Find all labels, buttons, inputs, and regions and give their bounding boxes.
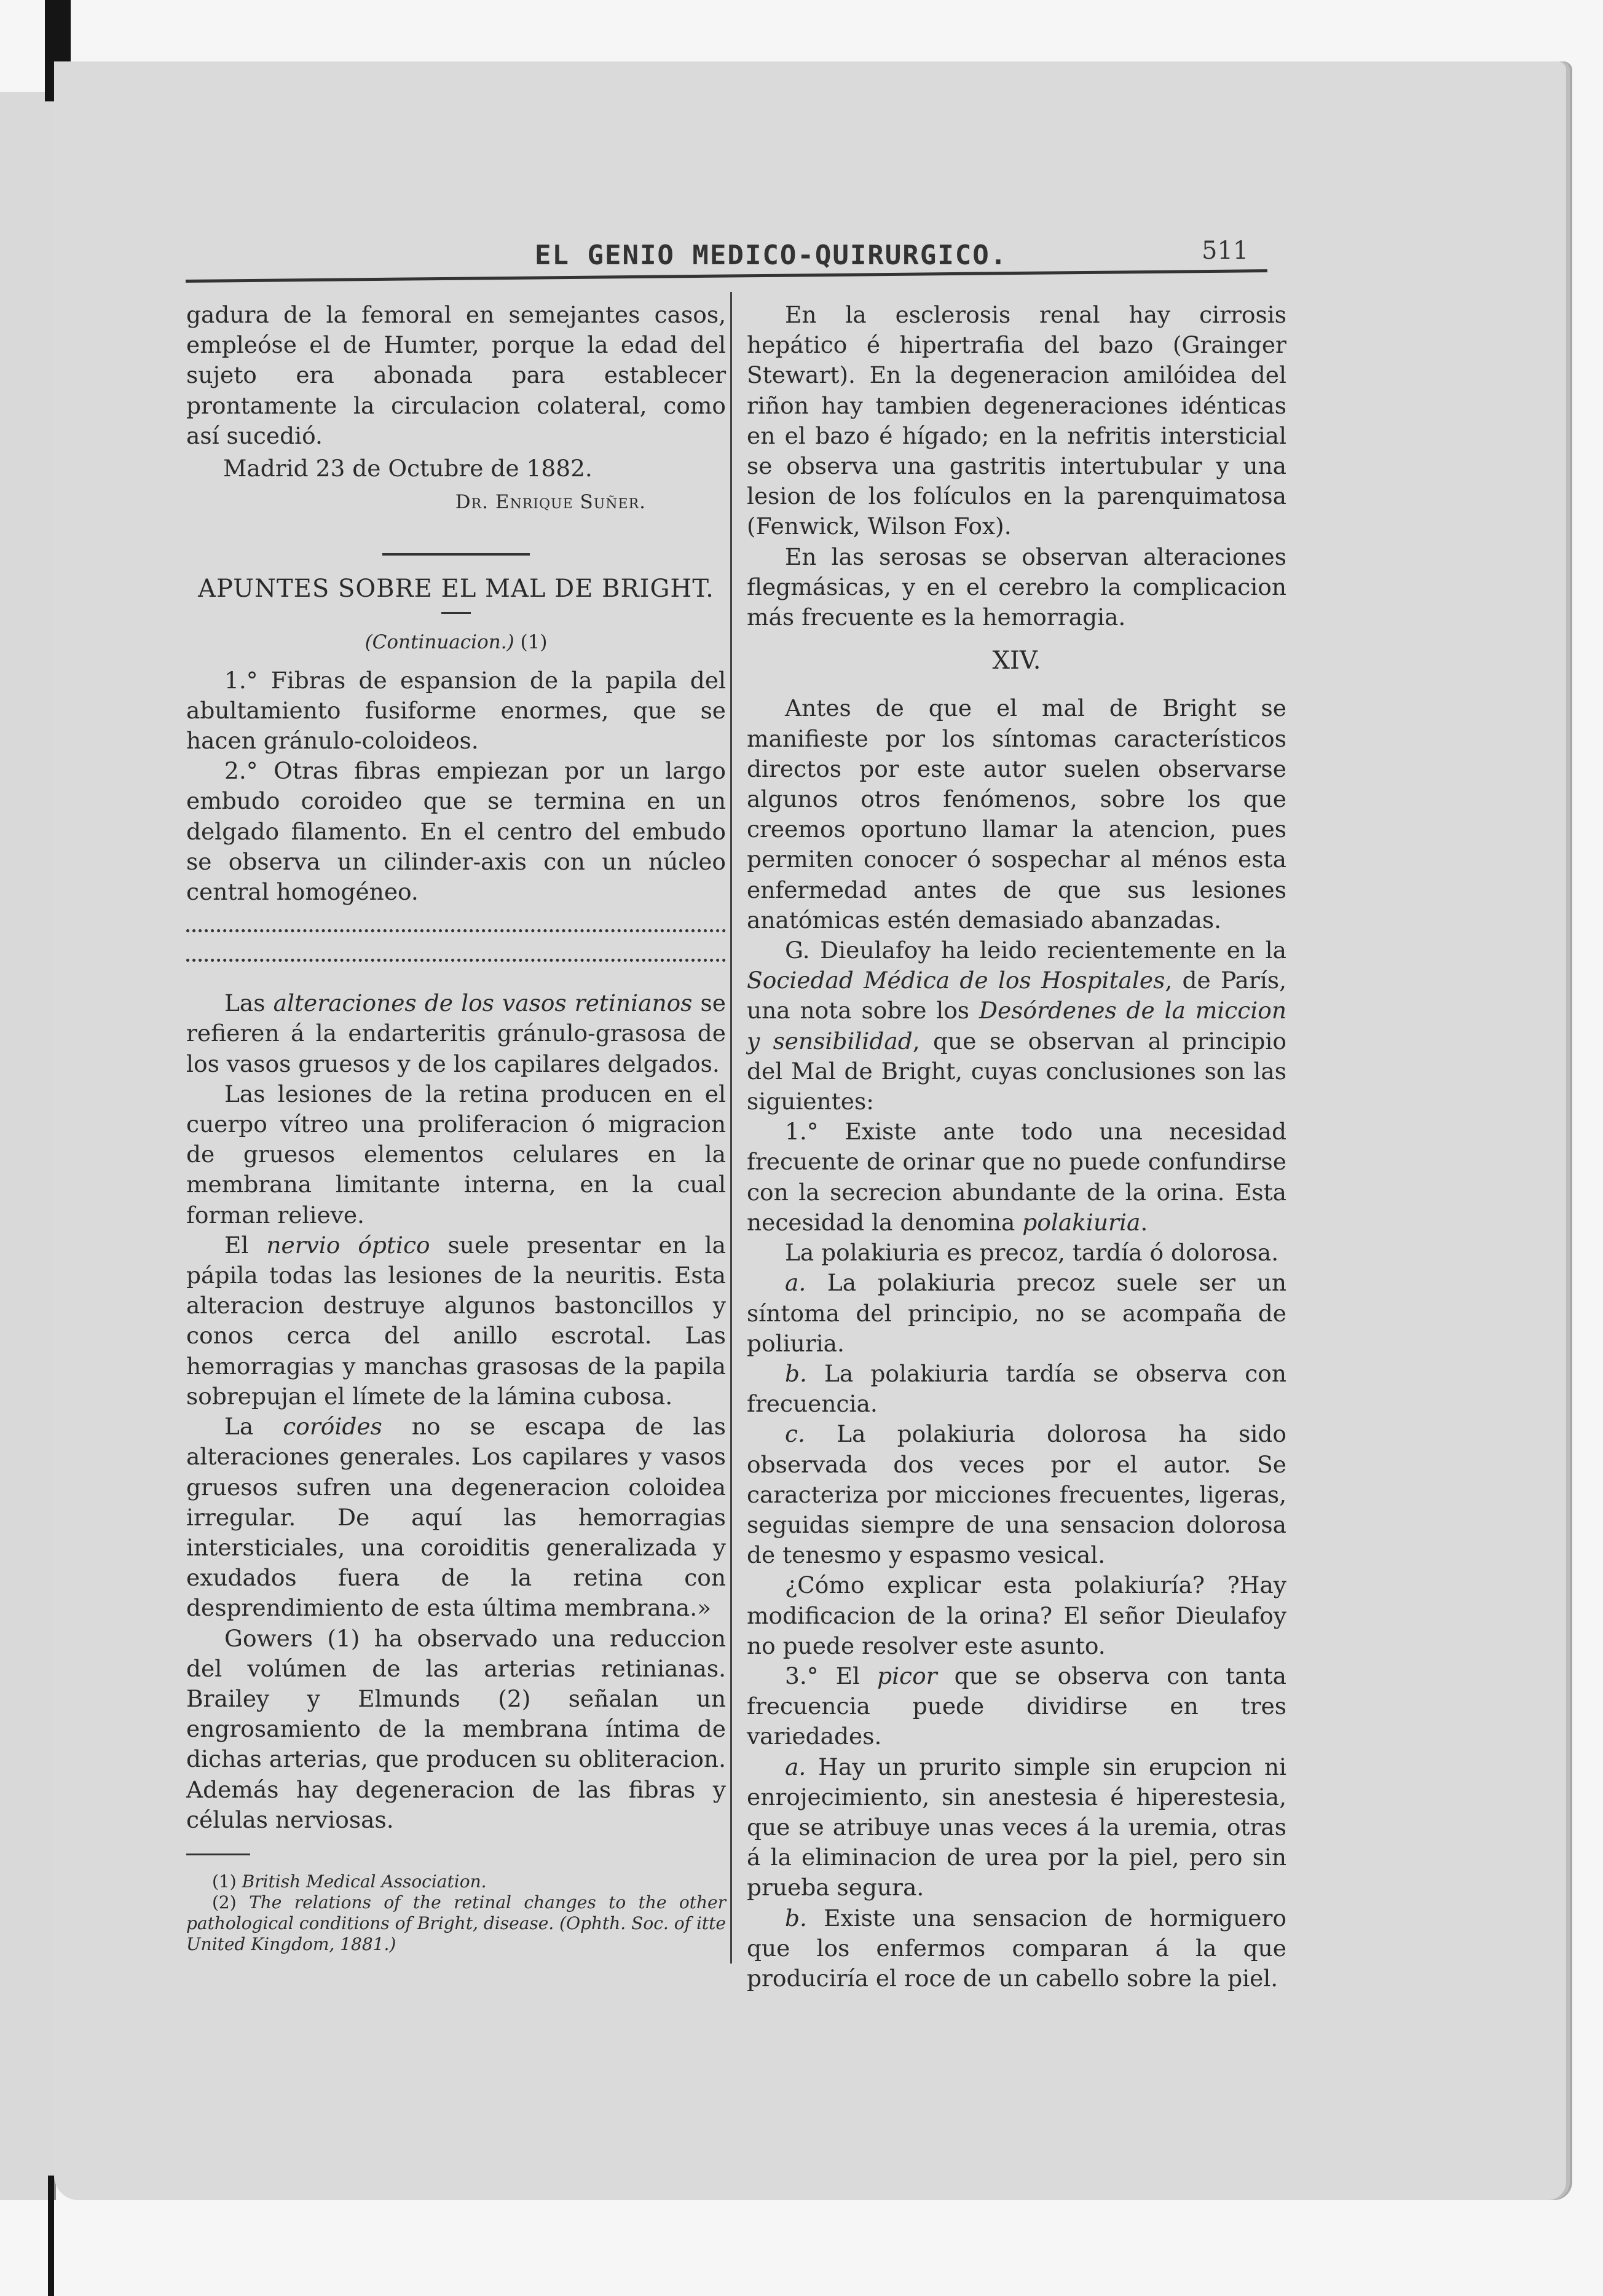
text-run: que se observa con tanta frecuencia puede dividirse en tres variedades.: [747, 1662, 1286, 1750]
paragraph-gowers: Gowers (1) ha observado una reduccion del volúmen de las arterias retinianas. Brailey y Elmunds (2) señalan un engrosamiento de la membrana íntima de dichas arterias, que producen su obliteracion. Además hay degeneracion de las fibras y células nerviosas.: [186, 1624, 726, 1833]
text-run: Las: [224, 989, 274, 1017]
section-separator: [382, 553, 530, 556]
paragraph-item-2: 2.° Otras fibras empiezan por un largo embudo coroideo que se termina en un delgado filamento. En el centro del embudo se observa un cilinder-axis con un núcleo central homogéneo.: [186, 757, 726, 906]
footnote-1: [186, 1871, 726, 1892]
paragraph-coroides: [186, 1412, 726, 1623]
text-run: La polakiuria precoz suele ser un síntoma del principio, no se acompaña de poliuria.: [747, 1269, 1286, 1357]
text-run: se refieren á la endarteritis gránulo-grasosa de los vasos gruesos y de los capilares delgados.: [186, 989, 726, 1077]
list-letter: b.: [785, 1359, 807, 1387]
left-column: [186, 300, 726, 1955]
paragraph-polakiuria-types: La polakiuria es precoz, tardía ó dolorosa.: [785, 1239, 1279, 1267]
text-run: La polakiuria dolorosa ha sido observada dos veces por el autor. Se caracteriza por micciones frecuentes, ligeras, seguidas siempre de una sensacion dolorosa de tenesmo y espasmo vesical.: [747, 1420, 1286, 1569]
paragraph-vasos: [186, 988, 726, 1079]
paragraph-antes: Antes de que el mal de Bright se manifieste por los síntomas característicos directos por este autor suelen observarse algunos otros fenómenos, sobre los que creemos oportuno llamar la atencion, pues permiten conocer ó sospechar al ménos esta enfermedad antes de que sus lesiones anatómicas estén demasiado abanzadas.: [747, 694, 1286, 934]
italic-term: alteraciones de los vasos retinianos: [273, 989, 693, 1017]
list-letter: c.: [785, 1420, 805, 1448]
page-number: 511: [1202, 237, 1249, 265]
italic-term: nervio óptico: [266, 1231, 430, 1259]
italic-term: Desórdenes de la miccion y sensibilidad: [747, 997, 1286, 1055]
list-letter: a.: [785, 1269, 806, 1297]
text-run: Hay un prurito simple sin erupcion ni enrojecimiento, sin anestesia é hiperestesia, que se atribuye unas veces á la uremia, otras á la eliminacion de urea por la piel, pero sin prueba segura.: [747, 1753, 1286, 1901]
paragraph-como: ¿Cómo explicar esta polakiuría? ?Hay modificacion de la orina? El señor Dieulafoy no puede resolver este asunto.: [747, 1571, 1286, 1659]
text-run: no se escapa de las alteraciones generales. Los capilares y vasos gruesos sufren una degeneracion coloidea irregular. De aquí las hemorragias intersticiales, una coroiditis generalizada y exudados fuera de la retina con desprendimiento de esta última membrana.»: [186, 1413, 726, 1622]
footnote-number: (1): [212, 1871, 237, 1892]
paragraph-conclusion-1: [747, 1117, 1286, 1238]
right-column: [747, 300, 1286, 1994]
paragraph-conclusion-3: [747, 1661, 1286, 1752]
italic-term: coróides: [283, 1413, 382, 1441]
italic-term: Sociedad Médica de los Hospitales: [747, 967, 1165, 994]
text-run: 1.° Existe ante todo una necesidad frecuente de orinar que no puede confundirse con la secrecion abundante de la orina. Esta necesidad la denomina: [747, 1118, 1286, 1236]
text-run: .: [1140, 1208, 1148, 1236]
text-run: La polakiuria tardía se observa con frecuencia.: [747, 1359, 1286, 1418]
text-run: 3.° El: [785, 1662, 878, 1689]
text-run: suele presentar en la pápila todas las lesiones de la neuritis. Esta alteracion destruye algunos bastoncillos y conos cerca del anillo escrotal. Las hemorragias y manchas grasosas de la papila sobrepujan el límete de la lámina cubosa.: [186, 1231, 727, 1410]
footnote-2: [186, 1892, 726, 1955]
article-title: APUNTES SOBRE EL MAL DE BRIGHT.: [198, 575, 714, 603]
column-divider: [730, 292, 732, 1964]
text-run: , de París, una nota sobre los: [747, 967, 1286, 1024]
paragraph-serosas: En las serosas se observan alteraciones flegmásicas, y en el cerebro la complicacion más frecuente es la hemorragia.: [747, 543, 1286, 631]
text-run: Existe una sensacion de hormiguero que los enfermos comparan á la que produciría el roce de un cabello sobre la piel.: [747, 1904, 1286, 1992]
continuation-text: (Continuacion.): [364, 631, 514, 654]
paragraph-dieulafoy: [747, 935, 1286, 1117]
continuation-footnote-ref: (1): [520, 631, 548, 654]
text-run: , que se observan al principio del Mal de Bright, cuyas conclusiones son las siguientes:: [747, 1027, 1286, 1115]
paragraph-lesiones: Las lesiones de la retina producen en el cuerpo vítreo una proliferacion ó migracion de gruesos elementos celulares en la membrana limitante interna, en la cual forman relieve.: [186, 1080, 726, 1229]
facing-page-edge: [0, 92, 56, 2200]
paragraph-esclerosis: En la esclerosis renal hay cirrosis hepático é hipertrafia del bazo (Grainger Stewart). En la degeneracion amilóidea del riñon hay tambien degeneraciones idénticas en el bazo é hígado; en la nefritis intersticial se observa una gastritis intertubular y una lesion de los folículos en la parenquimatosa (Fenwick, Wilson Fox).: [747, 301, 1286, 540]
paragraph-nervio: [186, 1230, 726, 1412]
section-heading: XIV.: [992, 647, 1041, 675]
date-line: Madrid 23 de Octubre de 1882.: [223, 455, 593, 482]
paragraph-b2: [747, 1903, 1286, 1994]
paragraph-item-1: 1.° Fibras de espansion de la papila del abultamiento fusiforme enormes, que se hacen gránulo-coloideos.: [186, 666, 726, 755]
list-letter: b.: [785, 1904, 807, 1932]
footnote-text: British Medical Association.: [242, 1871, 487, 1892]
footnote-rule: [186, 1854, 250, 1855]
paragraph-a: [747, 1268, 1286, 1359]
continuation-label: [186, 627, 726, 658]
paragraph-b: [747, 1359, 1286, 1419]
running-title: EL GENIO MEDICO-QUIRURGICO.: [535, 240, 1008, 271]
ellipsis-row: [186, 959, 726, 964]
footnote-text: The relations of the retinal changes to the other pathological conditions of Bright, disease. (Ophth. Soc. of itte United Kingdom, 1881.): [186, 1892, 727, 1954]
paragraph-opening: gadura de la femoral en semejantes casos, empleóse el de Humter, porque la edad del sujeto era abonada para establecer prontamente la circulacion colateral, como así sucedió.: [186, 301, 726, 449]
footnote-number: (2): [212, 1892, 237, 1913]
list-letter: a.: [785, 1753, 806, 1780]
ellipsis-row: [186, 929, 726, 934]
binding-strip-bottom: [48, 2176, 54, 2296]
italic-term: picor: [877, 1662, 937, 1689]
author-signature: Dr. Enrique Suñer.: [455, 491, 646, 514]
title-underline: [441, 612, 471, 614]
paragraph-c: [747, 1419, 1286, 1570]
paragraph-a2: [747, 1752, 1286, 1903]
text-run: La: [224, 1413, 283, 1441]
text-run: El: [224, 1231, 267, 1259]
italic-term: polakiuria: [1022, 1208, 1141, 1236]
text-run: G. Dieulafoy ha leido recientemente en la: [785, 937, 1286, 964]
